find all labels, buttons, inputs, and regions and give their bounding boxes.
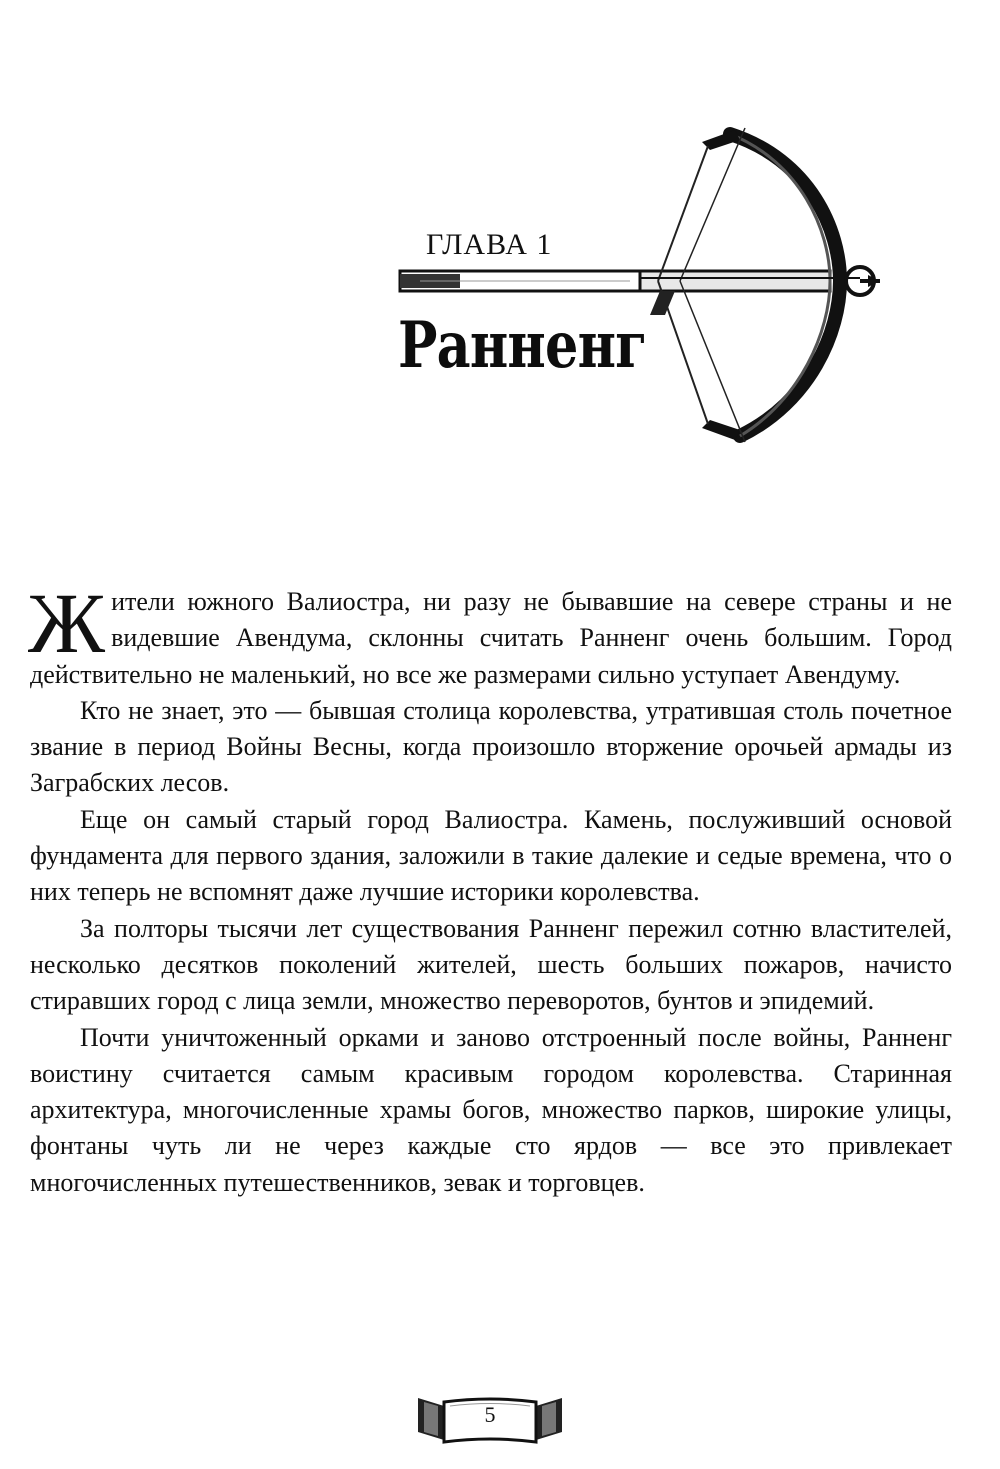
drop-cap: Ж [28,575,106,671]
chapter-body [28,575,952,1201]
chapter-header [390,120,890,450]
chapter-title: Ранненг [398,308,647,383]
paragraph [28,575,952,693]
page-number: 5 [484,1402,496,1427]
chapter-label: ГЛАВА 1 [426,228,553,261]
paragraph-text: ители южного Валиостра, ни разу не бывавшие на севере страны и не видевшие Авендума, склонны считать Ранненг очень большим. Город действительно не маленький, но все же размерами сильно уступает Авендуму. [30,587,952,689]
crossbow-icon [390,120,890,450]
paragraph: Еще он самый старый город Валиостра. Камень, послуживший основой фундамента для первого здания, заложили в такие далекие и седые времена, что о них теперь не вспомнят даже лучшие историки королевства. [30,804,952,907]
paragraph: Кто не знает, это — бывшая столица королевства, утратившая столь почетное звание в период Войны Весны, когда произошло вторжение орочьей армады из Заграбских лесов. [30,695,952,798]
paragraph: Почти уничтоженный орками и заново отстроенный после войны, Ранненг воистину считается самым красивым городом королевства. Старинная архитектура, многочисленные храмы богов, множество парков, широкие улицы, фонтаны чуть ли не через каждые сто ярдов — все это привлекает многочисленных путешественников, зевак и торговцев. [30,1022,952,1197]
paragraph: За полторы тысячи лет существования Ранненг пережил сотню властителей, несколько десятков поколений жителей, шесть больших пожаров, начисто стиравших город с лица земли, множество переворотов, бунтов и эпидемий. [30,913,952,1016]
page-footer [410,1388,570,1450]
